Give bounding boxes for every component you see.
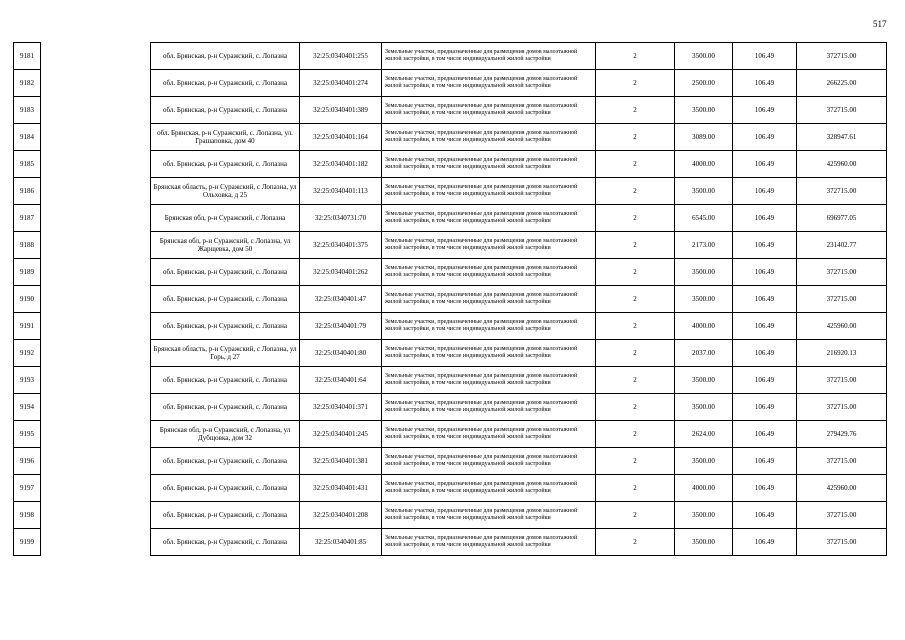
address-cell: Брянская область, р-н Суражский, с Лопазна, ул Горь, д 27 (151, 340, 300, 367)
area-cell: 3500.00 (675, 97, 733, 124)
cadastral-table (13, 42, 887, 556)
land-use-cell: Земельные участки, предназначенные для размещения домов малоэтажной жилой застройки, в том числе индивидуальной жилой застройки (382, 448, 596, 475)
address-cell: обл. Брянская, р-н Суражский, с. Лопазна (151, 259, 300, 286)
table-row (14, 340, 887, 367)
group-cell: 2 (596, 70, 675, 97)
area-cell: 3500.00 (675, 367, 733, 394)
area-cell: 4000.00 (675, 151, 733, 178)
rate-cell: 106.49 (733, 205, 797, 232)
empty-cell (41, 151, 151, 178)
address-cell: обл. Брянская, р-н Суражский, с. Лопазна (151, 448, 300, 475)
row-number: 9184 (14, 124, 41, 151)
cadastral-number-cell: 32:25:0340401:389 (300, 97, 382, 124)
row-number: 9186 (14, 178, 41, 205)
cadastral-number-cell: 32:25:0340731:70 (300, 205, 382, 232)
group-cell: 2 (596, 259, 675, 286)
area-cell: 2624.00 (675, 421, 733, 448)
area-cell: 3500.00 (675, 259, 733, 286)
cadastral-value-cell: 696977.05 (797, 205, 887, 232)
rate-cell: 106.49 (733, 448, 797, 475)
empty-cell (41, 205, 151, 232)
table-row (14, 259, 887, 286)
group-cell: 2 (596, 502, 675, 529)
cadastral-number-cell: 32:25:0340401:64 (300, 367, 382, 394)
cadastral-number-cell: 32:25:0340401:245 (300, 421, 382, 448)
cadastral-number-cell: 32:25:0340401:182 (300, 151, 382, 178)
row-number: 9188 (14, 232, 41, 259)
empty-cell (41, 421, 151, 448)
table-row (14, 232, 887, 259)
group-cell: 2 (596, 124, 675, 151)
cadastral-value-cell: 372715.00 (797, 529, 887, 556)
group-cell: 2 (596, 286, 675, 313)
cadastral-value-cell: 425960.00 (797, 151, 887, 178)
rate-cell: 106.49 (733, 367, 797, 394)
address-cell: обл. Брянская, р-н Суражский, с. Лопазна (151, 367, 300, 394)
area-cell: 3500.00 (675, 43, 733, 70)
rate-cell: 106.49 (733, 232, 797, 259)
area-cell: 4000.00 (675, 313, 733, 340)
area-cell: 3500.00 (675, 529, 733, 556)
group-cell: 2 (596, 475, 675, 502)
rate-cell: 106.49 (733, 124, 797, 151)
rate-cell: 106.49 (733, 340, 797, 367)
rate-cell: 106.49 (733, 286, 797, 313)
cadastral-number-cell: 32:25:0340401:164 (300, 124, 382, 151)
land-use-cell: Земельные участки, предназначенные для размещения домов малоэтажной жилой застройки, в том числе индивидуальной жилой застройки (382, 151, 596, 178)
group-cell: 2 (596, 529, 675, 556)
row-number: 9196 (14, 448, 41, 475)
group-cell: 2 (596, 151, 675, 178)
cadastral-value-cell: 216920.13 (797, 340, 887, 367)
row-number: 9191 (14, 313, 41, 340)
empty-cell (41, 502, 151, 529)
cadastral-number-cell: 32:25:0340401:371 (300, 394, 382, 421)
area-cell: 2037.00 (675, 340, 733, 367)
address-cell: обл. Брянская, р-н Суражский, с. Лопазна (151, 475, 300, 502)
empty-cell (41, 529, 151, 556)
empty-cell (41, 97, 151, 124)
address-cell: обл. Брянская, р-н Суражский, с. Лопазна (151, 151, 300, 178)
land-use-cell: Земельные участки, предназначенные для размещения домов малоэтажной жилой застройки, в том числе индивидуальной жилой застройки (382, 286, 596, 313)
cadastral-value-cell: 279429.76 (797, 421, 887, 448)
empty-cell (41, 43, 151, 70)
group-cell: 2 (596, 232, 675, 259)
row-number: 9193 (14, 367, 41, 394)
group-cell: 2 (596, 313, 675, 340)
rate-cell: 106.49 (733, 70, 797, 97)
land-use-cell: Земельные участки, предназначенные для размещения домов малоэтажной жилой застройки, в том числе индивидуальной жилой застройки (382, 259, 596, 286)
group-cell: 2 (596, 340, 675, 367)
cadastral-number-cell: 32:25:0340401:262 (300, 259, 382, 286)
address-cell: обл. Брянская, р-н Суражский, с. Лопазна (151, 43, 300, 70)
table-row (14, 367, 887, 394)
row-number: 9195 (14, 421, 41, 448)
table-row (14, 529, 887, 556)
area-cell: 3500.00 (675, 502, 733, 529)
area-cell: 3500.00 (675, 286, 733, 313)
row-number: 9183 (14, 97, 41, 124)
address-cell: обл. Брянская, р-н Суражский, с. Лопазна (151, 97, 300, 124)
empty-cell (41, 394, 151, 421)
address-cell: обл. Брянская, р-н Суражский, с. Лопазна, ул. Грашаповка, дом 40 (151, 124, 300, 151)
cadastral-value-cell: 425960.00 (797, 475, 887, 502)
address-cell: обл. Брянская, р-н Суражский, с. Лопазна (151, 529, 300, 556)
address-cell: обл. Брянская, р-н Суражский, с. Лопазна (151, 394, 300, 421)
land-use-cell: Земельные участки, предназначенные для размещения домов малоэтажной жилой застройки, в том числе индивидуальной жилой застройки (382, 313, 596, 340)
cadastral-value-cell: 372715.00 (797, 394, 887, 421)
address-cell: Брянская обл, р-н Суражский, с Лопазна (151, 205, 300, 232)
table-row (14, 205, 887, 232)
row-number: 9189 (14, 259, 41, 286)
cadastral-value-cell: 372715.00 (797, 259, 887, 286)
empty-cell (41, 259, 151, 286)
empty-cell (41, 286, 151, 313)
rate-cell: 106.49 (733, 421, 797, 448)
group-cell: 2 (596, 43, 675, 70)
table-row (14, 313, 887, 340)
rate-cell: 106.49 (733, 43, 797, 70)
area-cell: 3089.00 (675, 124, 733, 151)
cadastral-number-cell: 32:25:0340401:47 (300, 286, 382, 313)
group-cell: 2 (596, 178, 675, 205)
address-cell: Брянская обл, р-н Суражский, с Лопазна, ул Жарщевка, дом 50 (151, 232, 300, 259)
table-row (14, 151, 887, 178)
area-cell: 6545.00 (675, 205, 733, 232)
cadastral-value-cell: 372715.00 (797, 367, 887, 394)
table-row (14, 97, 887, 124)
table-row (14, 286, 887, 313)
rate-cell: 106.49 (733, 313, 797, 340)
rate-cell: 106.49 (733, 502, 797, 529)
empty-cell (41, 124, 151, 151)
cadastral-value-cell: 266225.00 (797, 70, 887, 97)
page-number: 517 (873, 19, 887, 29)
cadastral-number-cell: 32:25:0340401:79 (300, 313, 382, 340)
row-number: 9185 (14, 151, 41, 178)
cadastral-value-cell: 372715.00 (797, 448, 887, 475)
group-cell: 2 (596, 367, 675, 394)
table-row (14, 421, 887, 448)
rate-cell: 106.49 (733, 151, 797, 178)
cadastral-value-cell: 372715.00 (797, 502, 887, 529)
land-use-cell: Земельные участки, предназначенные для размещения домов малоэтажной жилой застройки, в том числе индивидуальной жилой застройки (382, 124, 596, 151)
row-number: 9197 (14, 475, 41, 502)
row-number: 9187 (14, 205, 41, 232)
row-number: 9198 (14, 502, 41, 529)
address-cell: обл. Брянская, р-н Суражский, с. Лопазна (151, 70, 300, 97)
cadastral-value-cell: 372715.00 (797, 97, 887, 124)
row-number: 9182 (14, 70, 41, 97)
address-cell: обл. Брянская, р-н Суражский, с. Лопазна (151, 286, 300, 313)
land-use-cell: Земельные участки, предназначенные для размещения домов малоэтажной жилой застройки, в том числе индивидуальной жилой застройки (382, 70, 596, 97)
rate-cell: 106.49 (733, 97, 797, 124)
group-cell: 2 (596, 421, 675, 448)
cadastral-number-cell: 32:25:0340401:80 (300, 340, 382, 367)
group-cell: 2 (596, 394, 675, 421)
empty-cell (41, 313, 151, 340)
area-cell: 2173.00 (675, 232, 733, 259)
cadastral-value-cell: 372715.00 (797, 178, 887, 205)
empty-cell (41, 340, 151, 367)
rate-cell: 106.49 (733, 475, 797, 502)
table-row (14, 70, 887, 97)
land-use-cell: Земельные участки, предназначенные для размещения домов малоэтажной жилой застройки, в том числе индивидуальной жилой застройки (382, 232, 596, 259)
table-row (14, 475, 887, 502)
row-number: 9194 (14, 394, 41, 421)
empty-cell (41, 70, 151, 97)
table-row (14, 394, 887, 421)
rate-cell: 106.49 (733, 529, 797, 556)
land-use-cell: Земельные участки, предназначенные для размещения домов малоэтажной жилой застройки, в том числе индивидуальной жилой застройки (382, 367, 596, 394)
group-cell: 2 (596, 205, 675, 232)
cadastral-number-cell: 32:25:0340401:375 (300, 232, 382, 259)
empty-cell (41, 232, 151, 259)
address-cell: обл. Брянская, р-н Суражский, с. Лопазна (151, 502, 300, 529)
table-row (14, 448, 887, 475)
cadastral-value-cell: 372715.00 (797, 43, 887, 70)
land-use-cell: Земельные участки, предназначенные для размещения домов малоэтажной жилой застройки, в том числе индивидуальной жилой застройки (382, 421, 596, 448)
empty-cell (41, 448, 151, 475)
land-use-cell: Земельные участки, предназначенные для размещения домов малоэтажной жилой застройки, в том числе индивидуальной жилой застройки (382, 502, 596, 529)
group-cell: 2 (596, 448, 675, 475)
address-cell: обл. Брянская, р-н Суражский, с. Лопазна (151, 313, 300, 340)
land-use-cell: Земельные участки, предназначенные для размещения домов малоэтажной жилой застройки, в том числе индивидуальной жилой застройки (382, 205, 596, 232)
group-cell: 2 (596, 97, 675, 124)
empty-cell (41, 475, 151, 502)
land-use-cell: Земельные участки, предназначенные для размещения домов малоэтажной жилой застройки, в том числе индивидуальной жилой застройки (382, 529, 596, 556)
cadastral-number-cell: 32:25:0340401:113 (300, 178, 382, 205)
cadastral-number-cell: 32:25:0340401:85 (300, 529, 382, 556)
land-use-cell: Земельные участки, предназначенные для размещения домов малоэтажной жилой застройки, в том числе индивидуальной жилой застройки (382, 43, 596, 70)
row-number: 9199 (14, 529, 41, 556)
table-row (14, 178, 887, 205)
land-use-cell: Земельные участки, предназначенные для размещения домов малоэтажной жилой застройки, в том числе индивидуальной жилой застройки (382, 340, 596, 367)
area-cell: 4000.00 (675, 475, 733, 502)
empty-cell (41, 178, 151, 205)
table-row (14, 502, 887, 529)
cadastral-value-cell: 231402.77 (797, 232, 887, 259)
rate-cell: 106.49 (733, 178, 797, 205)
area-cell: 3500.00 (675, 178, 733, 205)
rate-cell: 106.49 (733, 394, 797, 421)
row-number: 9192 (14, 340, 41, 367)
area-cell: 2500.00 (675, 70, 733, 97)
cadastral-number-cell: 32:25:0340401:381 (300, 448, 382, 475)
table-row (14, 43, 887, 70)
cadastral-number-cell: 32:25:0340401:431 (300, 475, 382, 502)
cadastral-number-cell: 32:25:0340401:274 (300, 70, 382, 97)
rate-cell: 106.49 (733, 259, 797, 286)
address-cell: Брянская обл, р-н Суражский, с Лопазна, ул Дубщовка, дом 32 (151, 421, 300, 448)
land-use-cell: Земельные участки, предназначенные для размещения домов малоэтажной жилой застройки, в том числе индивидуальной жилой застройки (382, 97, 596, 124)
cadastral-value-cell: 425960.00 (797, 313, 887, 340)
row-number: 9181 (14, 43, 41, 70)
area-cell: 3500.00 (675, 394, 733, 421)
land-use-cell: Земельные участки, предназначенные для размещения домов малоэтажной жилой застройки, в том числе индивидуальной жилой застройки (382, 394, 596, 421)
cadastral-number-cell: 32:25:0340401:208 (300, 502, 382, 529)
empty-cell (41, 367, 151, 394)
table-row (14, 124, 887, 151)
land-use-cell: Земельные участки, предназначенные для размещения домов малоэтажной жилой застройки, в том числе индивидуальной жилой застройки (382, 475, 596, 502)
table-body (14, 43, 887, 556)
land-use-cell: Земельные участки, предназначенные для размещения домов малоэтажной жилой застройки, в том числе индивидуальной жилой застройки (382, 178, 596, 205)
cadastral-value-cell: 372715.00 (797, 286, 887, 313)
cadastral-value-cell: 328947.61 (797, 124, 887, 151)
address-cell: Брянская область, р-н Суражский, с Лопазна, ул Ольховка, д 25 (151, 178, 300, 205)
area-cell: 3500.00 (675, 448, 733, 475)
cadastral-number-cell: 32:25:0340401:255 (300, 43, 382, 70)
row-number: 9190 (14, 286, 41, 313)
